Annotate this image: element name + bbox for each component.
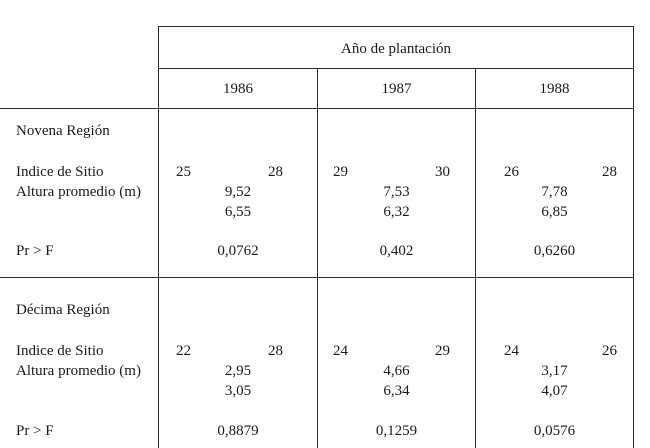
indice-min: 25 <box>176 164 191 180</box>
pr-value: 0,8879 <box>217 423 259 439</box>
region-title: Novena Región <box>16 123 110 139</box>
row-label-indice: Indice de Sitio <box>16 164 104 180</box>
indice-min: 24 <box>504 343 519 359</box>
altura-value-1: 2,95 <box>224 363 252 379</box>
indice-min: 24 <box>333 343 348 359</box>
altura-value-1: 3,17 <box>541 363 568 379</box>
altura-value-1: 7,78 <box>541 184 568 200</box>
year-header-2: 1987 <box>381 81 412 97</box>
altura-value-1: 9,52 <box>224 184 252 200</box>
group-title: Año de plantación <box>341 41 451 57</box>
year-header-3: 1988 <box>539 81 570 97</box>
pr-value: 0,0762 <box>217 243 259 259</box>
indice-max: 29 <box>435 343 450 359</box>
altura-value-2: 6,34 <box>383 383 410 399</box>
pr-value: 0,6260 <box>533 243 576 259</box>
altura-value-2: 6,55 <box>224 204 252 220</box>
altura-value-2: 6,85 <box>541 204 568 220</box>
altura-value-2: 4,07 <box>541 383 568 399</box>
indice-max: 28 <box>268 343 283 359</box>
pr-value: 0,402 <box>379 243 414 259</box>
row-label-altura: Altura promedio (m) <box>16 363 141 379</box>
indice-min: 29 <box>333 164 348 180</box>
altura-value-2: 3,05 <box>224 383 252 399</box>
indice-max: 28 <box>602 164 617 180</box>
row-label-indice: Indice de Sitio <box>16 343 104 359</box>
indice-max: 26 <box>602 343 617 359</box>
indice-min: 22 <box>176 343 191 359</box>
region-title: Décima Región <box>16 302 110 318</box>
indice-min: 26 <box>504 164 519 180</box>
indice-max: 28 <box>268 164 283 180</box>
rule-header-mid <box>158 68 634 69</box>
altura-value-2: 6,32 <box>383 204 410 220</box>
row-label-altura: Altura promedio (m) <box>16 184 141 200</box>
year-header-1: 1986 <box>223 81 253 97</box>
pr-value: 0,1259 <box>375 423 418 439</box>
rule-top <box>158 26 634 27</box>
rule-v-right <box>633 26 634 448</box>
row-label-pr: Pr > F <box>16 243 54 259</box>
altura-value-1: 7,53 <box>383 184 410 200</box>
altura-value-1: 4,66 <box>383 363 410 379</box>
indice-max: 30 <box>435 164 450 180</box>
row-label-pr: Pr > F <box>16 423 54 439</box>
pr-value: 0,0576 <box>533 423 576 439</box>
